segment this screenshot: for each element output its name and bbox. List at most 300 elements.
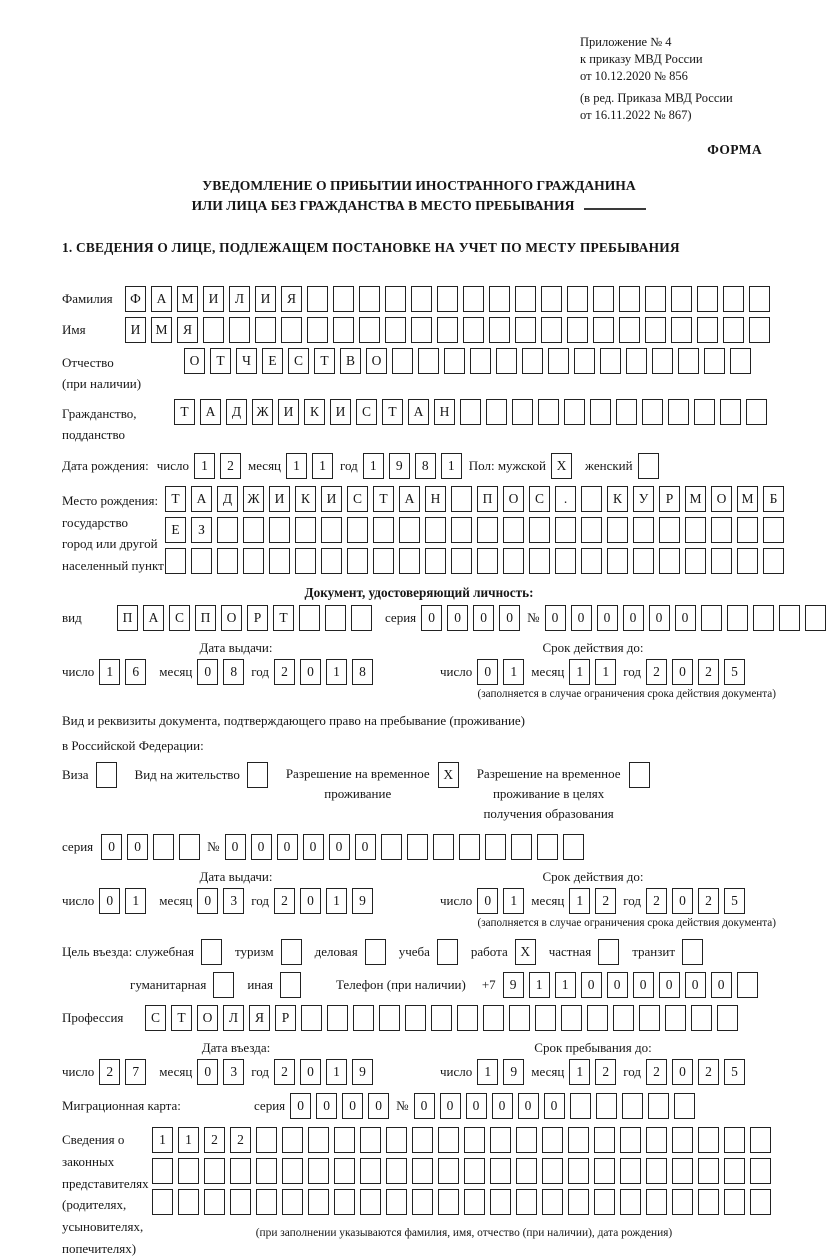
char-cell[interactable] [763,517,784,543]
char-cell[interactable]: 0 [329,834,350,860]
char-cell[interactable] [620,1158,641,1184]
char-cell[interactable]: 0 [342,1093,363,1119]
char-cell[interactable] [537,834,558,860]
char-cell[interactable] [334,1158,355,1184]
char-cell[interactable]: 8 [415,453,436,479]
char-cell[interactable] [515,317,536,343]
char-cell[interactable] [230,1189,251,1215]
char-cell[interactable]: 1 [595,659,616,685]
char-cell[interactable]: Р [247,605,268,631]
char-cell[interactable]: 2 [274,1059,295,1085]
char-cell[interactable]: 0 [581,972,602,998]
char-cell[interactable]: 2 [595,888,616,914]
char-cell[interactable]: 8 [352,659,373,685]
char-cell[interactable]: И [321,486,342,512]
char-cell[interactable]: 1 [178,1127,199,1153]
char-cell[interactable]: С [529,486,550,512]
char-cell[interactable] [535,1005,556,1031]
char-cell[interactable] [567,317,588,343]
char-cell[interactable]: 0 [672,1059,693,1085]
char-cell[interactable]: 1 [363,453,384,479]
char-cell[interactable]: 1 [286,453,307,479]
char-cell[interactable] [633,548,654,574]
char-cell[interactable]: 0 [251,834,272,860]
char-cell[interactable] [321,517,342,543]
char-cell[interactable] [600,348,621,374]
char-cell[interactable] [674,1093,695,1119]
char-cell[interactable] [433,834,454,860]
char-cell[interactable]: 1 [312,453,333,479]
char-cell[interactable]: 1 [99,659,120,685]
gumanitarnaya-checkbox[interactable] [213,972,234,998]
char-cell[interactable] [459,834,480,860]
char-cell[interactable] [269,548,290,574]
char-cell[interactable] [308,1189,329,1215]
char-cell[interactable]: К [607,486,628,512]
char-cell[interactable] [567,286,588,312]
char-cell[interactable]: М [737,486,758,512]
char-cell[interactable]: А [408,399,429,425]
char-cell[interactable]: М [685,486,706,512]
char-cell[interactable]: А [143,605,164,631]
char-cell[interactable] [581,548,602,574]
char-cell[interactable] [381,834,402,860]
char-cell[interactable] [596,1093,617,1119]
char-cell[interactable] [165,548,186,574]
char-cell[interactable] [489,286,510,312]
char-cell[interactable]: Б [763,486,784,512]
char-cell[interactable]: К [304,399,325,425]
char-cell[interactable]: О [221,605,242,631]
char-cell[interactable]: 0 [492,1093,513,1119]
char-cell[interactable]: 0 [303,834,324,860]
char-cell[interactable] [385,317,406,343]
char-cell[interactable] [581,517,602,543]
char-cell[interactable]: 2 [595,1059,616,1085]
char-cell[interactable]: П [195,605,216,631]
char-cell[interactable]: 2 [274,888,295,914]
char-cell[interactable] [723,317,744,343]
char-cell[interactable] [645,317,666,343]
char-cell[interactable]: Ж [252,399,273,425]
char-cell[interactable]: Е [262,348,283,374]
char-cell[interactable]: 1 [503,659,524,685]
char-cell[interactable] [359,286,380,312]
char-cell[interactable] [665,1005,686,1031]
char-cell[interactable] [587,1005,608,1031]
char-cell[interactable] [593,317,614,343]
char-cell[interactable]: А [200,399,221,425]
char-cell[interactable] [645,286,666,312]
char-cell[interactable] [407,834,428,860]
char-cell[interactable]: 0 [197,888,218,914]
char-cell[interactable]: 0 [623,605,644,631]
char-cell[interactable]: А [151,286,172,312]
char-cell[interactable]: 1 [125,888,146,914]
char-cell[interactable]: П [477,486,498,512]
char-cell[interactable]: Н [425,486,446,512]
char-cell[interactable]: Е [165,517,186,543]
char-cell[interactable] [255,317,276,343]
char-cell[interactable] [642,399,663,425]
char-cell[interactable] [570,1093,591,1119]
char-cell[interactable]: 0 [473,605,494,631]
char-cell[interactable]: 2 [230,1127,251,1153]
char-cell[interactable]: 0 [571,605,592,631]
char-cell[interactable] [503,517,524,543]
char-cell[interactable]: 0 [440,1093,461,1119]
char-cell[interactable]: 0 [197,659,218,685]
char-cell[interactable] [327,1005,348,1031]
char-cell[interactable]: С [288,348,309,374]
char-cell[interactable]: Т [210,348,231,374]
char-cell[interactable] [671,286,692,312]
char-cell[interactable]: И [278,399,299,425]
char-cell[interactable] [685,517,706,543]
char-cell[interactable] [425,548,446,574]
char-cell[interactable]: Ч [236,348,257,374]
char-cell[interactable]: 9 [389,453,410,479]
char-cell[interactable]: 6 [125,659,146,685]
char-cell[interactable] [711,548,732,574]
char-cell[interactable] [697,286,718,312]
char-cell[interactable] [379,1005,400,1031]
char-cell[interactable] [243,548,264,574]
char-cell[interactable] [648,1093,669,1119]
char-cell[interactable] [360,1127,381,1153]
char-cell[interactable] [691,1005,712,1031]
char-cell[interactable] [619,286,640,312]
char-cell[interactable]: Т [314,348,335,374]
char-cell[interactable] [386,1158,407,1184]
char-cell[interactable] [779,605,800,631]
char-cell[interactable]: Я [249,1005,270,1031]
char-cell[interactable] [464,1158,485,1184]
char-cell[interactable] [626,348,647,374]
char-cell[interactable] [646,1158,667,1184]
char-cell[interactable] [541,317,562,343]
char-cell[interactable] [399,548,420,574]
char-cell[interactable]: А [399,486,420,512]
char-cell[interactable] [485,834,506,860]
char-cell[interactable] [299,605,320,631]
char-cell[interactable] [477,548,498,574]
char-cell[interactable]: Д [217,486,238,512]
char-cell[interactable]: 0 [659,972,680,998]
char-cell[interactable]: П [117,605,138,631]
char-cell[interactable] [622,1093,643,1119]
char-cell[interactable]: Р [659,486,680,512]
gender-male-checkbox[interactable]: X [551,453,572,479]
char-cell[interactable]: Т [174,399,195,425]
char-cell[interactable]: Л [229,286,250,312]
char-cell[interactable]: 1 [555,972,576,998]
char-cell[interactable] [724,1189,745,1215]
char-cell[interactable]: Т [382,399,403,425]
char-cell[interactable] [153,834,174,860]
char-cell[interactable] [720,399,741,425]
char-cell[interactable] [619,317,640,343]
inaya-checkbox[interactable] [280,972,301,998]
char-cell[interactable] [353,1005,374,1031]
char-cell[interactable]: 2 [698,659,719,685]
char-cell[interactable]: 3 [223,1059,244,1085]
char-cell[interactable] [325,605,346,631]
char-cell[interactable] [179,834,200,860]
char-cell[interactable]: 2 [99,1059,120,1085]
char-cell[interactable] [607,548,628,574]
char-cell[interactable] [613,1005,634,1031]
char-cell[interactable]: 2 [274,659,295,685]
char-cell[interactable] [698,1189,719,1215]
char-cell[interactable]: 0 [368,1093,389,1119]
char-cell[interactable] [646,1189,667,1215]
char-cell[interactable]: 0 [711,972,732,998]
char-cell[interactable] [347,517,368,543]
char-cell[interactable]: И [269,486,290,512]
char-cell[interactable]: 0 [597,605,618,631]
char-cell[interactable]: 2 [220,453,241,479]
char-cell[interactable] [555,517,576,543]
char-cell[interactable] [639,1005,660,1031]
char-cell[interactable] [307,317,328,343]
char-cell[interactable]: 1 [326,659,347,685]
char-cell[interactable] [698,1127,719,1153]
char-cell[interactable]: М [177,286,198,312]
char-cell[interactable]: О [503,486,524,512]
char-cell[interactable] [386,1189,407,1215]
char-cell[interactable]: 1 [529,972,550,998]
char-cell[interactable] [568,1158,589,1184]
char-cell[interactable] [412,1189,433,1215]
char-cell[interactable] [607,517,628,543]
char-cell[interactable]: 0 [225,834,246,860]
char-cell[interactable] [217,548,238,574]
char-cell[interactable]: 0 [300,659,321,685]
char-cell[interactable] [281,317,302,343]
char-cell[interactable]: 2 [698,1059,719,1085]
char-cell[interactable]: К [295,486,316,512]
char-cell[interactable] [594,1127,615,1153]
char-cell[interactable]: 0 [355,834,376,860]
char-cell[interactable]: 0 [607,972,628,998]
char-cell[interactable] [463,317,484,343]
char-cell[interactable] [217,517,238,543]
char-cell[interactable] [333,317,354,343]
char-cell[interactable] [256,1127,277,1153]
char-cell[interactable] [490,1127,511,1153]
char-cell[interactable] [496,348,517,374]
char-cell[interactable]: 3 [223,888,244,914]
char-cell[interactable]: Т [165,486,186,512]
char-cell[interactable] [438,1158,459,1184]
char-cell[interactable] [457,1005,478,1031]
char-cell[interactable] [360,1189,381,1215]
char-cell[interactable] [737,517,758,543]
char-cell[interactable]: В [340,348,361,374]
char-cell[interactable] [411,317,432,343]
char-cell[interactable]: Н [434,399,455,425]
char-cell[interactable] [746,399,767,425]
delovaya-checkbox[interactable] [365,939,386,965]
char-cell[interactable] [542,1158,563,1184]
char-cell[interactable]: А [191,486,212,512]
tranzit-checkbox[interactable] [682,939,703,965]
char-cell[interactable] [360,1158,381,1184]
char-cell[interactable]: 1 [194,453,215,479]
char-cell[interactable] [749,317,770,343]
char-cell[interactable] [574,348,595,374]
char-cell[interactable]: 0 [277,834,298,860]
char-cell[interactable]: 0 [518,1093,539,1119]
char-cell[interactable] [594,1158,615,1184]
char-cell[interactable]: 0 [414,1093,435,1119]
char-cell[interactable]: О [711,486,732,512]
char-cell[interactable] [178,1158,199,1184]
char-cell[interactable]: Я [177,317,198,343]
char-cell[interactable] [529,517,550,543]
char-cell[interactable]: И [330,399,351,425]
char-cell[interactable] [463,286,484,312]
char-cell[interactable] [282,1189,303,1215]
char-cell[interactable] [659,548,680,574]
char-cell[interactable]: 1 [152,1127,173,1153]
char-cell[interactable] [563,834,584,860]
char-cell[interactable]: И [255,286,276,312]
char-cell[interactable] [724,1158,745,1184]
char-cell[interactable] [509,1005,530,1031]
char-cell[interactable]: 0 [101,834,122,860]
char-cell[interactable]: Т [273,605,294,631]
char-cell[interactable] [373,517,394,543]
char-cell[interactable]: 0 [421,605,442,631]
char-cell[interactable] [295,517,316,543]
char-cell[interactable] [373,548,394,574]
char-cell[interactable] [451,517,472,543]
char-cell[interactable] [351,605,372,631]
char-cell[interactable] [308,1158,329,1184]
char-cell[interactable] [438,1127,459,1153]
char-cell[interactable] [581,486,602,512]
char-cell[interactable] [515,286,536,312]
char-cell[interactable]: 0 [290,1093,311,1119]
char-cell[interactable] [503,548,524,574]
char-cell[interactable] [334,1127,355,1153]
char-cell[interactable]: 1 [503,888,524,914]
residence-permit-checkbox[interactable] [247,762,268,788]
char-cell[interactable] [753,605,774,631]
char-cell[interactable] [646,1127,667,1153]
char-cell[interactable] [451,486,472,512]
char-cell[interactable] [412,1158,433,1184]
char-cell[interactable] [152,1189,173,1215]
temp-residence-checkbox[interactable]: X [438,762,459,788]
char-cell[interactable] [620,1127,641,1153]
char-cell[interactable] [269,517,290,543]
char-cell[interactable] [522,348,543,374]
char-cell[interactable]: 9 [503,1059,524,1085]
char-cell[interactable] [701,605,722,631]
char-cell[interactable]: 0 [685,972,706,998]
char-cell[interactable] [516,1189,537,1215]
char-cell[interactable] [385,286,406,312]
char-cell[interactable]: 9 [352,888,373,914]
char-cell[interactable] [750,1158,771,1184]
char-cell[interactable]: 5 [724,1059,745,1085]
turizm-checkbox[interactable] [281,939,302,965]
char-cell[interactable] [685,548,706,574]
char-cell[interactable] [490,1158,511,1184]
char-cell[interactable] [730,348,751,374]
char-cell[interactable] [668,399,689,425]
char-cell[interactable]: 9 [352,1059,373,1085]
char-cell[interactable] [737,972,758,998]
char-cell[interactable] [399,517,420,543]
char-cell[interactable] [392,348,413,374]
char-cell[interactable]: 0 [649,605,670,631]
char-cell[interactable] [256,1158,277,1184]
char-cell[interactable] [727,605,748,631]
char-cell[interactable]: 1 [477,1059,498,1085]
char-cell[interactable] [152,1158,173,1184]
char-cell[interactable] [334,1189,355,1215]
char-cell[interactable] [301,1005,322,1031]
char-cell[interactable] [405,1005,426,1031]
char-cell[interactable] [616,399,637,425]
char-cell[interactable]: И [203,286,224,312]
char-cell[interactable] [444,348,465,374]
char-cell[interactable] [489,317,510,343]
char-cell[interactable] [295,548,316,574]
char-cell[interactable] [333,286,354,312]
char-cell[interactable] [425,517,446,543]
char-cell[interactable]: 9 [503,972,524,998]
char-cell[interactable]: 0 [316,1093,337,1119]
char-cell[interactable] [359,317,380,343]
char-cell[interactable] [723,286,744,312]
char-cell[interactable] [229,317,250,343]
char-cell[interactable]: Д [226,399,247,425]
char-cell[interactable]: 0 [477,659,498,685]
char-cell[interactable] [548,348,569,374]
char-cell[interactable]: Т [373,486,394,512]
char-cell[interactable] [564,399,585,425]
char-cell[interactable] [541,286,562,312]
char-cell[interactable] [717,1005,738,1031]
char-cell[interactable] [437,317,458,343]
char-cell[interactable]: 0 [675,605,696,631]
char-cell[interactable] [593,286,614,312]
char-cell[interactable]: 0 [466,1093,487,1119]
char-cell[interactable]: 2 [646,1059,667,1085]
char-cell[interactable] [750,1127,771,1153]
char-cell[interactable] [470,348,491,374]
char-cell[interactable] [678,348,699,374]
char-cell[interactable]: Т [171,1005,192,1031]
char-cell[interactable]: Р [275,1005,296,1031]
char-cell[interactable]: 1 [326,888,347,914]
char-cell[interactable]: 2 [204,1127,225,1153]
char-cell[interactable] [694,399,715,425]
char-cell[interactable]: 0 [477,888,498,914]
char-cell[interactable] [256,1189,277,1215]
char-cell[interactable] [538,399,559,425]
char-cell[interactable]: 0 [499,605,520,631]
char-cell[interactable]: Л [223,1005,244,1031]
char-cell[interactable] [437,286,458,312]
char-cell[interactable] [512,399,533,425]
char-cell[interactable] [308,1127,329,1153]
